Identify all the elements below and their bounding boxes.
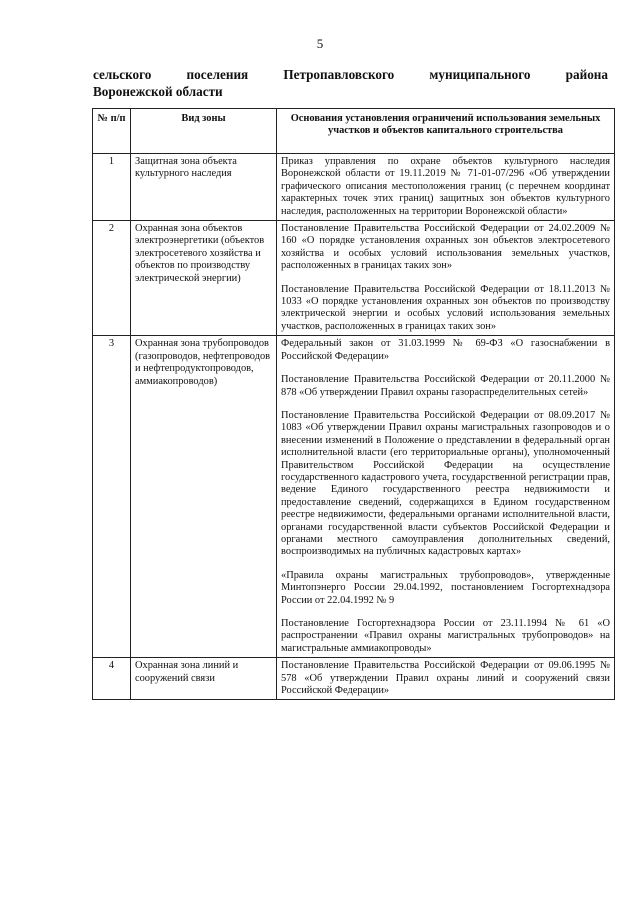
basis-cell [277,658,615,700]
basis-document: Постановление Правительства Российской Федерации от 18.11.2013 № 1033 «О порядке установления охранных зон объектов по производству электрической энергии и особых условий использования земельных участков, расположенных в границах таких зон» [281,283,610,332]
basis-document: Приказ управления по охране объектов культурного наследия Воронежской области от 19.11.2019 № 71-01-07/296 «Об утверждении графического описания местоположения границ (с перечнем координат характерных точек этих границ) защитных зон объектов культурного наследия, расположенных на территории Воронежской области» [281,156,610,217]
basis-document: Постановление Правительства Российской Федерации от 09.06.1995 № 578 «Об утверждении Правил охраны линий и сооружений связи Российской Федерации» [281,660,610,697]
basis-document: Постановление Госгортехнадзора России от 23.11.1994 № 61 «О распространении «Правил охраны магистральных трубопроводов» на магистральные аммиакопроводы» [281,618,610,654]
zone-type: Охранная зона объектов электроэнергетики (объектов электросетевого хозяйства и объектов по производству электрической энергии) [131,221,277,336]
heading-line-2: Воронежской области [93,84,223,99]
table-header-row [93,109,615,154]
basis-cell [277,221,615,336]
zone-type: Охранная зона трубопроводов (газопроводов, нефтепроводов и нефтепродуктопроводов, аммиакопроводов) [131,336,277,658]
restrictions-table [92,108,615,700]
basis-cell [277,154,615,221]
row-number: 2 [93,221,131,336]
table-row [93,336,615,658]
row-number: 4 [93,658,131,700]
row-number: 3 [93,336,131,658]
basis-document: Постановление Правительства Российской Федерации от 24.02.2009 № 160 «О порядке установления охранных зон объектов электросетевого хозяйства и особых условий использования земельных участков, расположенных в границах таких зон» [281,223,610,272]
table-row [93,154,615,221]
header-zone-type: Вид зоны [131,109,277,154]
zone-type: Защитная зона объекта культурного наследия [131,154,277,221]
basis-cell [277,336,615,658]
heading-line-1: сельского поселения Петропавловского муниципального района [93,67,608,82]
header-basis: Основания установления ограничений использования земельных участков и объектов капитального строительства [277,109,615,154]
document-heading [93,66,608,100]
page-number: 5 [316,36,324,51]
table-row [93,658,615,700]
basis-document: Постановление Правительства Российской Федерации от 08.09.2017 № 1083 «Об утверждении Правил охраны магистральных газопроводов и о внесении изменений в Положение о представлении в федеральный орган исполнительной власти (его территориальные органы), уполномоченный Правительством Российской Федерации на осуществление государственного кадастрового учета, государственной регистрации прав, ведение Единого государственного реестра недвижимости и предоставление сведений, содержащихся в Едином государственном реестре недвижимости, федеральными органами исполнительной власти, органами государственной власти субъектов Российской Федерации и органами местного самоуправления дополнительных сведений, воспроизводимых на публичных кадастровых картах» [281,409,610,558]
basis-document: Постановление Правительства Российской Федерации от 20.11.2000 № 878 «Об утверждении Правил охраны газораспределительных сетей» [281,374,610,398]
header-number: № п/п [93,109,131,154]
basis-document: «Правила охраны магистральных трубопроводов», утвержденные Минтопэнерго России 29.04.1992, постановлением Госгортехнадзора России от 22.04.1992 № 9 [281,569,610,606]
row-number: 1 [93,154,131,221]
table-row [93,221,615,336]
zone-type: Охранная зона линий и сооружений связи [131,658,277,700]
basis-document: Федеральный закон от 31.03.1999 № 69-ФЗ «О газоснабжении в Российской Федерации» [281,338,610,362]
